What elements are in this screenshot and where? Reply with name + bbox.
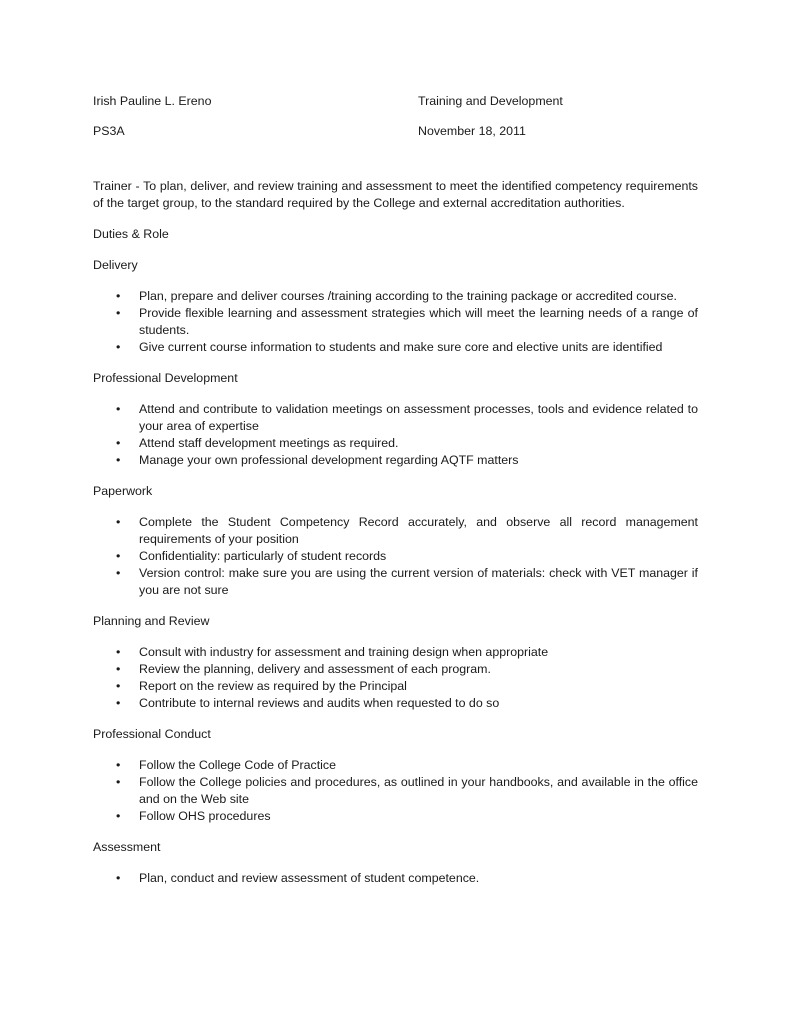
document-date: November 18, 2011 (418, 124, 526, 138)
list-item-text: Plan, conduct and review assessment of student competence. (139, 871, 480, 885)
bullet-icon: • (116, 696, 121, 710)
section-assessment (93, 839, 698, 887)
list-item (93, 565, 698, 599)
list-item (93, 288, 698, 305)
list-item (93, 401, 698, 435)
section-heading: Assessment (93, 840, 161, 854)
bullet-list (93, 288, 698, 356)
list-item (93, 774, 698, 808)
list-item-text: Give current course information to students and make sure core and elective units are identified (139, 340, 663, 354)
list-item (93, 757, 698, 774)
list-item (93, 678, 698, 695)
section-heading: Planning and Review (93, 614, 210, 628)
list-item-text: Consult with industry for assessment and training design when appropriate (139, 645, 549, 659)
bullet-list (93, 644, 698, 712)
section-delivery (93, 257, 698, 356)
list-item-text: Attend and contribute to validation meetings on assessment processes, tools and evidence related to your area of expertise (139, 402, 698, 433)
bullet-icon: • (116, 662, 121, 676)
bullet-icon: • (116, 549, 121, 563)
list-item (93, 452, 698, 469)
list-item (93, 870, 698, 887)
list-item (93, 695, 698, 712)
bullet-icon: • (116, 809, 121, 823)
bullet-list (93, 514, 698, 599)
bullet-icon: • (116, 453, 121, 467)
author-name: Irish Pauline L. Ereno (93, 94, 212, 108)
list-item-text: Manage your own professional development regarding AQTF matters (139, 453, 519, 467)
section-heading: Professional Development (93, 371, 238, 385)
list-item-text: Report on the review as required by the Principal (139, 679, 407, 693)
section-heading: Paperwork (93, 484, 153, 498)
list-item (93, 808, 698, 825)
intro-paragraph: Trainer - To plan, deliver, and review training and assessment to meet the identified competency requirements of the target group, to the standard required by the College and external accreditation authorities. (93, 179, 698, 210)
list-item (93, 548, 698, 565)
list-item-text: Confidentiality: particularly of student records (139, 549, 387, 563)
bullet-icon: • (116, 340, 121, 354)
list-item-text: Attend staff development meetings as required. (139, 436, 399, 450)
list-item-text: Follow the College Code of Practice (139, 758, 336, 772)
list-item (93, 305, 698, 339)
header-row-1 (93, 93, 698, 110)
list-item (93, 514, 698, 548)
section-planning-and-review (93, 613, 698, 712)
list-item (93, 435, 698, 452)
bullet-icon: • (116, 775, 121, 789)
bullet-icon: • (116, 306, 121, 320)
sections-container (93, 257, 698, 887)
list-item-text: Plan, prepare and deliver courses /training according to the training package or accredited course. (139, 289, 677, 303)
list-item-text: Provide flexible learning and assessment strategies which will meet the learning needs of a range of students. (139, 306, 698, 337)
list-item (93, 644, 698, 661)
bullet-icon: • (116, 436, 121, 450)
section-code: PS3A (93, 124, 125, 138)
list-item-text: Follow OHS procedures (139, 809, 271, 823)
section-paperwork (93, 483, 698, 599)
section-professional-conduct (93, 726, 698, 825)
bullet-icon: • (116, 645, 121, 659)
subject-title: Training and Development (418, 94, 563, 108)
bullet-icon: • (116, 402, 121, 416)
section-heading: Professional Conduct (93, 727, 211, 741)
list-item-text: Review the planning, delivery and assessment of each program. (139, 662, 491, 676)
section-professional-development (93, 370, 698, 469)
bullet-list (93, 870, 698, 887)
list-item-text: Follow the College policies and procedures, as outlined in your handbooks, and available in the office and on the Web site (139, 775, 698, 806)
bullet-list (93, 757, 698, 825)
bullet-icon: • (116, 566, 121, 580)
bullet-icon: • (116, 758, 121, 772)
duties-heading: Duties & Role (93, 227, 169, 241)
bullet-list (93, 401, 698, 469)
bullet-icon: • (116, 289, 121, 303)
list-item-text: Complete the Student Competency Record accurately, and observe all record management requirements of your position (139, 515, 698, 546)
list-item (93, 339, 698, 356)
section-heading: Delivery (93, 258, 138, 272)
document-page (93, 93, 698, 887)
list-item-text: Version control: make sure you are using the current version of materials: check with VET manager if you are not sure (139, 566, 698, 597)
bullet-icon: • (116, 871, 121, 885)
header-row-2 (93, 123, 698, 140)
list-item-text: Contribute to internal reviews and audits when requested to do so (139, 696, 500, 710)
bullet-icon: • (116, 515, 121, 529)
bullet-icon: • (116, 679, 121, 693)
list-item (93, 661, 698, 678)
